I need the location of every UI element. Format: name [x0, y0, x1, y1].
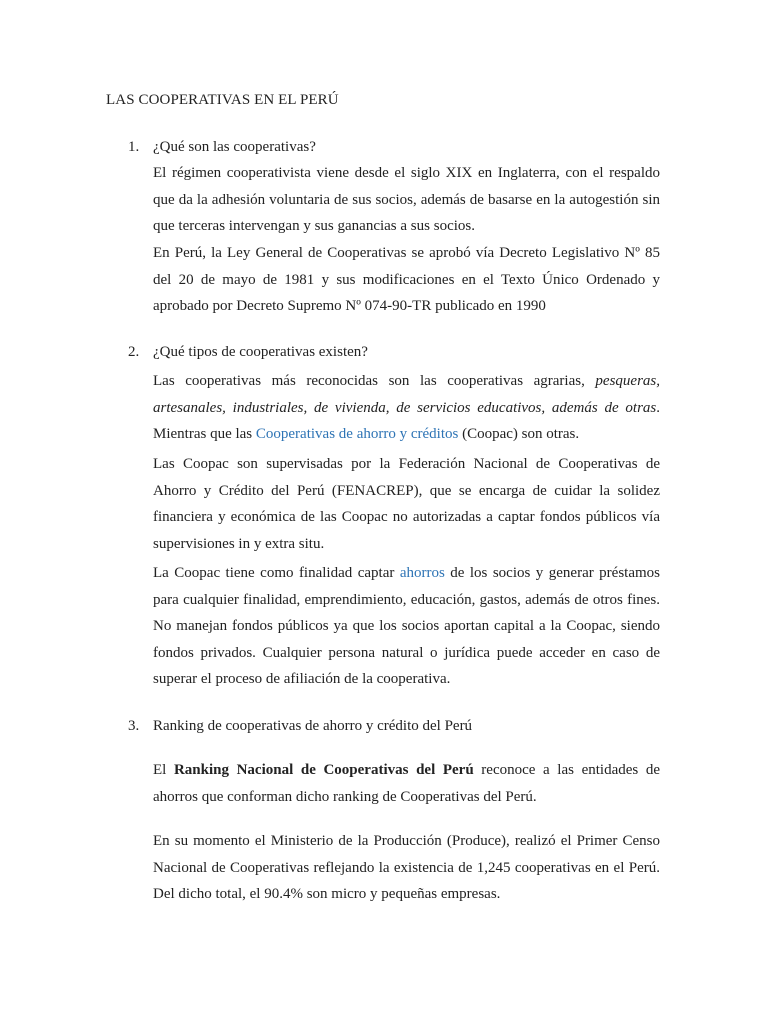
section-3-number: 3. [128, 718, 140, 734]
ranking-nacional-bold: Ranking Nacional de Cooperativas del Perú [173, 762, 474, 778]
section-1-paragraph-2: En Perú, la Ley General de Cooperativas se aprobó vía Decreto Legislativo Nº 85 del 20 de mayo de 1981 y sus modificaciones en el Texto Único Ordenado y aprobado por Decreto Supremo Nº 074-90-TR publicado en 1990 [153, 245, 660, 314]
section-3-heading: Ranking de cooperativas de ahorro y crédito del Perú [153, 718, 473, 734]
section-1-heading: ¿Qué son las cooperativas? [153, 139, 316, 155]
section-2-paragraph-3-text-b: de los socios y generar préstamos para cualquier finalidad, emprendimiento, educación, gastos, además de otros fines. No manejan fondos públicos ya que los socios aportan capital a la Coopac, siendo fondos privados. Cualquier persona natural o jurídica puede acceder en caso de superar el proceso de afiliación de la cooperativa. [153, 565, 660, 687]
cooperative-types-italic: pesqueras, artesanales, industriales, de vivienda, de servicios educativos, además de otras [153, 373, 660, 416]
section-2-paragraph-1-text-b: . Mientras que las [153, 399, 660, 442]
cooperativas-ahorro-creditos-link[interactable]: Cooperativas de ahorro y créditos [255, 426, 459, 442]
section-2-paragraph-2: Las Coopac son supervisadas por la Federación Nacional de Cooperativas de Ahorro y Crédito del Perú (FENACREP), que se encarga de cuidar la solidez financiera y económica de las Coopac no autorizadas a captar fondos públicos vía supervisiones in y extra situ. [153, 456, 660, 552]
section-3-paragraph-1-text-b: reconoce a las entidades de ahorros que conforman dicho ranking de Cooperativas del Perú. [153, 762, 660, 805]
section-3-paragraph-1-text-a: El [153, 762, 174, 778]
section-1-number: 1. [128, 139, 140, 155]
section-1-paragraph-1: El régimen cooperativista viene desde el siglo XIX en Inglaterra, con el respaldo que da la adhesión voluntaria de sus socios, además de basarse en la autogestión sin que terceras intervengan y sus ganancias a sus socios. [153, 165, 660, 234]
section-2-heading: ¿Qué tipos de cooperativas existen? [153, 344, 368, 360]
section-2-paragraph-1-text-c: (Coopac) son otras. [458, 426, 580, 442]
section-2-paragraph-1-text-a: Las cooperativas más reconocidas son las cooperativas agrarias, [153, 373, 596, 389]
ahorros-link[interactable]: ahorros [399, 565, 445, 581]
section-2-number: 2. [128, 344, 140, 360]
section-2-paragraph-3-text-a: La Coopac tiene como finalidad captar [153, 565, 400, 581]
document-title: LAS COOPERATIVAS EN EL PERÚ [106, 92, 339, 108]
section-3-paragraph-2: En su momento el Ministerio de la Producción (Produce), realizó el Primer Censo Nacional de Cooperativas reflejando la existencia de 1,245 cooperativas en el Perú. Del dicho total, el 90.4% son micro y pequeñas empresas. [153, 833, 660, 902]
section-3-paragraph-1 [153, 757, 660, 810]
section-2-paragraph-1 [153, 368, 660, 448]
section-2-paragraph-3 [153, 560, 660, 693]
